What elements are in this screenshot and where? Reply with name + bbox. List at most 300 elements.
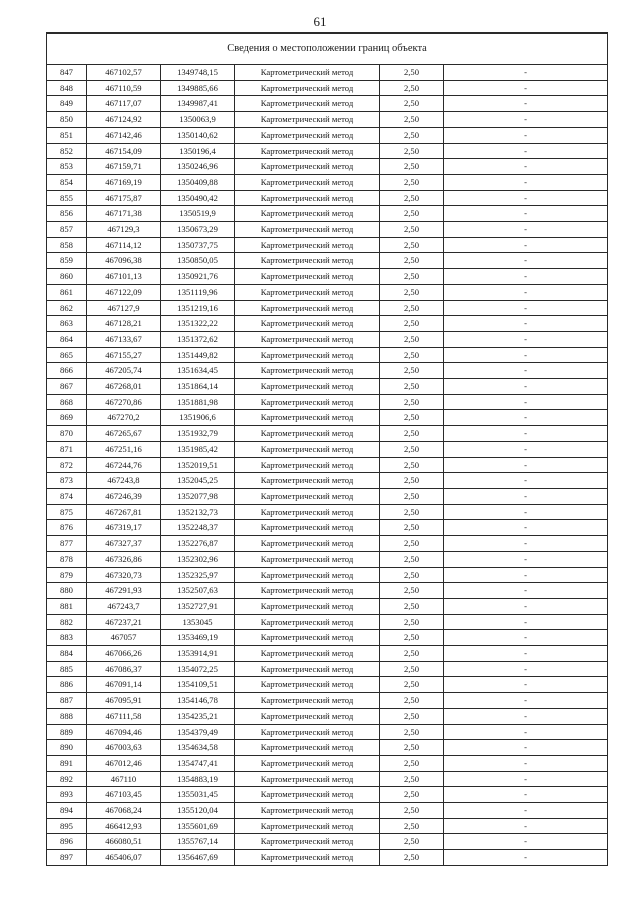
x-coordinate-cell: 467102,57 <box>87 65 161 81</box>
table-row <box>47 551 608 567</box>
y-coordinate-cell: 1350921,76 <box>161 269 235 285</box>
point-number-cell: 889 <box>47 724 87 740</box>
x-coordinate-cell: 467159,71 <box>87 159 161 175</box>
x-coordinate-cell: 466412,93 <box>87 818 161 834</box>
point-number-cell: 848 <box>47 80 87 96</box>
accuracy-cell: 2,50 <box>380 190 444 206</box>
description-cell: - <box>444 520 608 536</box>
method-cell: Картометрический метод <box>235 441 380 457</box>
x-coordinate-cell: 467155,27 <box>87 347 161 363</box>
section-title: Сведения о местоположении границ объекта <box>47 34 608 65</box>
accuracy-cell: 2,50 <box>380 441 444 457</box>
accuracy-cell: 2,50 <box>380 724 444 740</box>
table-row <box>47 379 608 395</box>
table-heading-row <box>47 34 608 65</box>
description-cell: - <box>444 567 608 583</box>
method-cell: Картометрический метод <box>235 457 380 473</box>
description-cell: - <box>444 143 608 159</box>
description-cell: - <box>444 803 608 819</box>
y-coordinate-cell: 1354747,41 <box>161 755 235 771</box>
accuracy-cell: 2,50 <box>380 379 444 395</box>
x-coordinate-cell: 467012,46 <box>87 755 161 771</box>
y-coordinate-cell: 1354109,51 <box>161 677 235 693</box>
accuracy-cell: 2,50 <box>380 536 444 552</box>
description-cell: - <box>444 818 608 834</box>
table-row <box>47 473 608 489</box>
description-cell: - <box>444 394 608 410</box>
method-cell: Картометрический метод <box>235 583 380 599</box>
accuracy-cell: 2,50 <box>380 127 444 143</box>
table-row <box>47 316 608 332</box>
x-coordinate-cell: 467068,24 <box>87 803 161 819</box>
table-row <box>47 520 608 536</box>
accuracy-cell: 2,50 <box>380 693 444 709</box>
accuracy-cell: 2,50 <box>380 567 444 583</box>
x-coordinate-cell: 467003,63 <box>87 740 161 756</box>
description-cell: - <box>444 630 608 646</box>
y-coordinate-cell: 1355031,45 <box>161 787 235 803</box>
point-number-cell: 859 <box>47 253 87 269</box>
x-coordinate-cell: 467265,67 <box>87 426 161 442</box>
description-cell: - <box>444 269 608 285</box>
accuracy-cell: 2,50 <box>380 363 444 379</box>
point-number-cell: 885 <box>47 661 87 677</box>
x-coordinate-cell: 467154,09 <box>87 143 161 159</box>
accuracy-cell: 2,50 <box>380 598 444 614</box>
description-cell: - <box>444 300 608 316</box>
point-number-cell: 879 <box>47 567 87 583</box>
point-number-cell: 877 <box>47 536 87 552</box>
accuracy-cell: 2,50 <box>380 787 444 803</box>
table-row <box>47 394 608 410</box>
description-cell: - <box>444 583 608 599</box>
table-row <box>47 693 608 709</box>
description-cell: - <box>444 771 608 787</box>
point-number-cell: 854 <box>47 174 87 190</box>
accuracy-cell: 2,50 <box>380 222 444 238</box>
accuracy-cell: 2,50 <box>380 331 444 347</box>
accuracy-cell: 2,50 <box>380 771 444 787</box>
point-number-cell: 867 <box>47 379 87 395</box>
description-cell: - <box>444 253 608 269</box>
table-row <box>47 253 608 269</box>
x-coordinate-cell: 467270,2 <box>87 410 161 426</box>
description-cell: - <box>444 834 608 850</box>
x-coordinate-cell: 467237,21 <box>87 614 161 630</box>
point-number-cell: 852 <box>47 143 87 159</box>
method-cell: Картометрический метод <box>235 818 380 834</box>
y-coordinate-cell: 1350519,9 <box>161 206 235 222</box>
description-cell: - <box>444 363 608 379</box>
method-cell: Картометрический метод <box>235 536 380 552</box>
y-coordinate-cell: 1351634,45 <box>161 363 235 379</box>
point-number-cell: 897 <box>47 850 87 866</box>
x-coordinate-cell: 467142,46 <box>87 127 161 143</box>
accuracy-cell: 2,50 <box>380 174 444 190</box>
y-coordinate-cell: 1351372,62 <box>161 331 235 347</box>
x-coordinate-cell: 467319,17 <box>87 520 161 536</box>
y-coordinate-cell: 1353045 <box>161 614 235 630</box>
method-cell: Картометрический метод <box>235 237 380 253</box>
description-cell: - <box>444 80 608 96</box>
accuracy-cell: 2,50 <box>380 300 444 316</box>
method-cell: Картометрический метод <box>235 724 380 740</box>
x-coordinate-cell: 467327,37 <box>87 536 161 552</box>
table-row <box>47 755 608 771</box>
table-row <box>47 300 608 316</box>
y-coordinate-cell: 1354146,78 <box>161 693 235 709</box>
accuracy-cell: 2,50 <box>380 237 444 253</box>
x-coordinate-cell: 467110 <box>87 771 161 787</box>
point-number-cell: 850 <box>47 112 87 128</box>
method-cell: Картометрический метод <box>235 646 380 662</box>
y-coordinate-cell: 1355767,14 <box>161 834 235 850</box>
description-cell: - <box>444 536 608 552</box>
description-cell: - <box>444 724 608 740</box>
point-number-cell: 871 <box>47 441 87 457</box>
boundary-coordinates-table <box>46 32 608 866</box>
y-coordinate-cell: 1351881,98 <box>161 394 235 410</box>
method-cell: Картометрический метод <box>235 331 380 347</box>
x-coordinate-cell: 467066,26 <box>87 646 161 662</box>
table-row <box>47 441 608 457</box>
point-number-cell: 847 <box>47 65 87 81</box>
table-row <box>47 65 608 81</box>
y-coordinate-cell: 1352077,98 <box>161 488 235 504</box>
method-cell: Картометрический метод <box>235 112 380 128</box>
table-row <box>47 284 608 300</box>
point-number-cell: 872 <box>47 457 87 473</box>
table-row <box>47 174 608 190</box>
accuracy-cell: 2,50 <box>380 457 444 473</box>
method-cell: Картометрический метод <box>235 551 380 567</box>
x-coordinate-cell: 466080,51 <box>87 834 161 850</box>
method-cell: Картометрический метод <box>235 190 380 206</box>
point-number-cell: 868 <box>47 394 87 410</box>
y-coordinate-cell: 1352302,96 <box>161 551 235 567</box>
table-row <box>47 80 608 96</box>
point-number-cell: 888 <box>47 708 87 724</box>
description-cell: - <box>444 488 608 504</box>
table-row <box>47 269 608 285</box>
table-row <box>47 426 608 442</box>
x-coordinate-cell: 467251,16 <box>87 441 161 457</box>
method-cell: Картометрический метод <box>235 65 380 81</box>
x-coordinate-cell: 465406,07 <box>87 850 161 866</box>
method-cell: Картометрический метод <box>235 80 380 96</box>
description-cell: - <box>444 441 608 457</box>
x-coordinate-cell: 467111,58 <box>87 708 161 724</box>
description-cell: - <box>444 190 608 206</box>
x-coordinate-cell: 467096,38 <box>87 253 161 269</box>
accuracy-cell: 2,50 <box>380 850 444 866</box>
description-cell: - <box>444 347 608 363</box>
point-number-cell: 875 <box>47 504 87 520</box>
point-number-cell: 886 <box>47 677 87 693</box>
point-number-cell: 865 <box>47 347 87 363</box>
accuracy-cell: 2,50 <box>380 143 444 159</box>
page-number: 61 <box>313 14 327 29</box>
method-cell: Картометрический метод <box>235 222 380 238</box>
method-cell: Картометрический метод <box>235 850 380 866</box>
y-coordinate-cell: 1350850,05 <box>161 253 235 269</box>
point-number-cell: 857 <box>47 222 87 238</box>
table-row <box>47 787 608 803</box>
x-coordinate-cell: 467243,8 <box>87 473 161 489</box>
x-coordinate-cell: 467057 <box>87 630 161 646</box>
accuracy-cell: 2,50 <box>380 630 444 646</box>
x-coordinate-cell: 467128,21 <box>87 316 161 332</box>
y-coordinate-cell: 1354883,19 <box>161 771 235 787</box>
table-row <box>47 190 608 206</box>
x-coordinate-cell: 467267,81 <box>87 504 161 520</box>
table-row <box>47 708 608 724</box>
method-cell: Картометрический метод <box>235 174 380 190</box>
method-cell: Картометрический метод <box>235 253 380 269</box>
method-cell: Картометрический метод <box>235 630 380 646</box>
description-cell: - <box>444 112 608 128</box>
method-cell: Картометрический метод <box>235 661 380 677</box>
table-row <box>47 771 608 787</box>
description-cell: - <box>444 426 608 442</box>
x-coordinate-cell: 467175,87 <box>87 190 161 206</box>
table-row <box>47 488 608 504</box>
description-cell: - <box>444 410 608 426</box>
point-number-cell: 876 <box>47 520 87 536</box>
accuracy-cell: 2,50 <box>380 614 444 630</box>
table-row <box>47 347 608 363</box>
y-coordinate-cell: 1349748,15 <box>161 65 235 81</box>
point-number-cell: 873 <box>47 473 87 489</box>
point-number-cell: 884 <box>47 646 87 662</box>
description-cell: - <box>444 206 608 222</box>
y-coordinate-cell: 1350409,88 <box>161 174 235 190</box>
description-cell: - <box>444 787 608 803</box>
table-row <box>47 237 608 253</box>
description-cell: - <box>444 222 608 238</box>
method-cell: Картометрический метод <box>235 614 380 630</box>
description-cell: - <box>444 379 608 395</box>
method-cell: Картометрический метод <box>235 771 380 787</box>
point-number-cell: 862 <box>47 300 87 316</box>
y-coordinate-cell: 1356467,69 <box>161 850 235 866</box>
method-cell: Картометрический метод <box>235 363 380 379</box>
y-coordinate-cell: 1353469,19 <box>161 630 235 646</box>
accuracy-cell: 2,50 <box>380 269 444 285</box>
y-coordinate-cell: 1353914,91 <box>161 646 235 662</box>
description-cell: - <box>444 331 608 347</box>
y-coordinate-cell: 1352507,63 <box>161 583 235 599</box>
table-row <box>47 536 608 552</box>
description-cell: - <box>444 284 608 300</box>
y-coordinate-cell: 1355601,69 <box>161 818 235 834</box>
description-cell: - <box>444 473 608 489</box>
table-row <box>47 504 608 520</box>
method-cell: Картометрический метод <box>235 473 380 489</box>
description-cell: - <box>444 316 608 332</box>
x-coordinate-cell: 467117,07 <box>87 96 161 112</box>
y-coordinate-cell: 1351932,79 <box>161 426 235 442</box>
y-coordinate-cell: 1349987,41 <box>161 96 235 112</box>
method-cell: Картометрический метод <box>235 803 380 819</box>
x-coordinate-cell: 467114,12 <box>87 237 161 253</box>
table-row <box>47 834 608 850</box>
table-row <box>47 803 608 819</box>
point-number-cell: 887 <box>47 693 87 709</box>
y-coordinate-cell: 1351906,6 <box>161 410 235 426</box>
table-row <box>47 331 608 347</box>
method-cell: Картометрический метод <box>235 755 380 771</box>
description-cell: - <box>444 65 608 81</box>
x-coordinate-cell: 467171,38 <box>87 206 161 222</box>
description-cell: - <box>444 127 608 143</box>
method-cell: Картометрический метод <box>235 300 380 316</box>
y-coordinate-cell: 1352019,51 <box>161 457 235 473</box>
y-coordinate-cell: 1354072,25 <box>161 661 235 677</box>
y-coordinate-cell: 1352045,25 <box>161 473 235 489</box>
table-row <box>47 143 608 159</box>
x-coordinate-cell: 467101,13 <box>87 269 161 285</box>
point-number-cell: 856 <box>47 206 87 222</box>
accuracy-cell: 2,50 <box>380 206 444 222</box>
table-row <box>47 724 608 740</box>
accuracy-cell: 2,50 <box>380 426 444 442</box>
accuracy-cell: 2,50 <box>380 708 444 724</box>
table-row <box>47 677 608 693</box>
method-cell: Картометрический метод <box>235 347 380 363</box>
accuracy-cell: 2,50 <box>380 740 444 756</box>
description-cell: - <box>444 708 608 724</box>
method-cell: Картометрический метод <box>235 159 380 175</box>
accuracy-cell: 2,50 <box>380 583 444 599</box>
method-cell: Картометрический метод <box>235 567 380 583</box>
table-row <box>47 96 608 112</box>
x-coordinate-cell: 467091,14 <box>87 677 161 693</box>
point-number-cell: 878 <box>47 551 87 567</box>
y-coordinate-cell: 1350673,29 <box>161 222 235 238</box>
point-number-cell: 881 <box>47 598 87 614</box>
accuracy-cell: 2,50 <box>380 551 444 567</box>
y-coordinate-cell: 1351219,16 <box>161 300 235 316</box>
table-row <box>47 614 608 630</box>
accuracy-cell: 2,50 <box>380 316 444 332</box>
accuracy-cell: 2,50 <box>380 159 444 175</box>
point-number-cell: 849 <box>47 96 87 112</box>
x-coordinate-cell: 467124,92 <box>87 112 161 128</box>
y-coordinate-cell: 1352325,97 <box>161 567 235 583</box>
x-coordinate-cell: 467127,9 <box>87 300 161 316</box>
method-cell: Картометрический метод <box>235 96 380 112</box>
table-row <box>47 567 608 583</box>
table-row <box>47 850 608 866</box>
y-coordinate-cell: 1350140,62 <box>161 127 235 143</box>
description-cell: - <box>444 598 608 614</box>
point-number-cell: 880 <box>47 583 87 599</box>
point-number-cell: 851 <box>47 127 87 143</box>
method-cell: Картометрический метод <box>235 143 380 159</box>
description-cell: - <box>444 504 608 520</box>
method-cell: Картометрический метод <box>235 787 380 803</box>
method-cell: Картометрический метод <box>235 127 380 143</box>
method-cell: Картометрический метод <box>235 394 380 410</box>
point-number-cell: 863 <box>47 316 87 332</box>
accuracy-cell: 2,50 <box>380 410 444 426</box>
table-row <box>47 112 608 128</box>
y-coordinate-cell: 1352276,87 <box>161 536 235 552</box>
x-coordinate-cell: 467270,86 <box>87 394 161 410</box>
y-coordinate-cell: 1352727,91 <box>161 598 235 614</box>
description-cell: - <box>444 677 608 693</box>
description-cell: - <box>444 755 608 771</box>
y-coordinate-cell: 1354379,49 <box>161 724 235 740</box>
accuracy-cell: 2,50 <box>380 96 444 112</box>
method-cell: Картометрический метод <box>235 677 380 693</box>
accuracy-cell: 2,50 <box>380 803 444 819</box>
x-coordinate-cell: 467246,39 <box>87 488 161 504</box>
table-row <box>47 598 608 614</box>
description-cell: - <box>444 174 608 190</box>
table-row <box>47 646 608 662</box>
method-cell: Картометрический метод <box>235 504 380 520</box>
table-row <box>47 206 608 222</box>
point-number-cell: 896 <box>47 834 87 850</box>
description-cell: - <box>444 646 608 662</box>
point-number-cell: 853 <box>47 159 87 175</box>
accuracy-cell: 2,50 <box>380 253 444 269</box>
y-coordinate-cell: 1351119,96 <box>161 284 235 300</box>
point-number-cell: 892 <box>47 771 87 787</box>
x-coordinate-cell: 467326,86 <box>87 551 161 567</box>
point-number-cell: 890 <box>47 740 87 756</box>
y-coordinate-cell: 1350246,96 <box>161 159 235 175</box>
y-coordinate-cell: 1354634,58 <box>161 740 235 756</box>
x-coordinate-cell: 467129,3 <box>87 222 161 238</box>
accuracy-cell: 2,50 <box>380 488 444 504</box>
table-row <box>47 410 608 426</box>
method-cell: Картометрический метод <box>235 693 380 709</box>
point-number-cell: 864 <box>47 331 87 347</box>
method-cell: Картометрический метод <box>235 316 380 332</box>
point-number-cell: 869 <box>47 410 87 426</box>
table-row <box>47 661 608 677</box>
accuracy-cell: 2,50 <box>380 394 444 410</box>
y-coordinate-cell: 1350063,9 <box>161 112 235 128</box>
point-number-cell: 895 <box>47 818 87 834</box>
x-coordinate-cell: 467320,73 <box>87 567 161 583</box>
y-coordinate-cell: 1350490,42 <box>161 190 235 206</box>
table-row <box>47 818 608 834</box>
description-cell: - <box>444 237 608 253</box>
accuracy-cell: 2,50 <box>380 112 444 128</box>
x-coordinate-cell: 467244,76 <box>87 457 161 473</box>
accuracy-cell: 2,50 <box>380 284 444 300</box>
accuracy-cell: 2,50 <box>380 661 444 677</box>
table-row <box>47 583 608 599</box>
y-coordinate-cell: 1352132,73 <box>161 504 235 520</box>
x-coordinate-cell: 467205,74 <box>87 363 161 379</box>
method-cell: Картометрический метод <box>235 206 380 222</box>
x-coordinate-cell: 467268,01 <box>87 379 161 395</box>
y-coordinate-cell: 1351449,82 <box>161 347 235 363</box>
description-cell: - <box>444 457 608 473</box>
x-coordinate-cell: 467133,67 <box>87 331 161 347</box>
x-coordinate-cell: 467094,46 <box>87 724 161 740</box>
method-cell: Картометрический метод <box>235 834 380 850</box>
description-cell: - <box>444 740 608 756</box>
point-number-cell: 860 <box>47 269 87 285</box>
method-cell: Картометрический метод <box>235 488 380 504</box>
x-coordinate-cell: 467169,19 <box>87 174 161 190</box>
